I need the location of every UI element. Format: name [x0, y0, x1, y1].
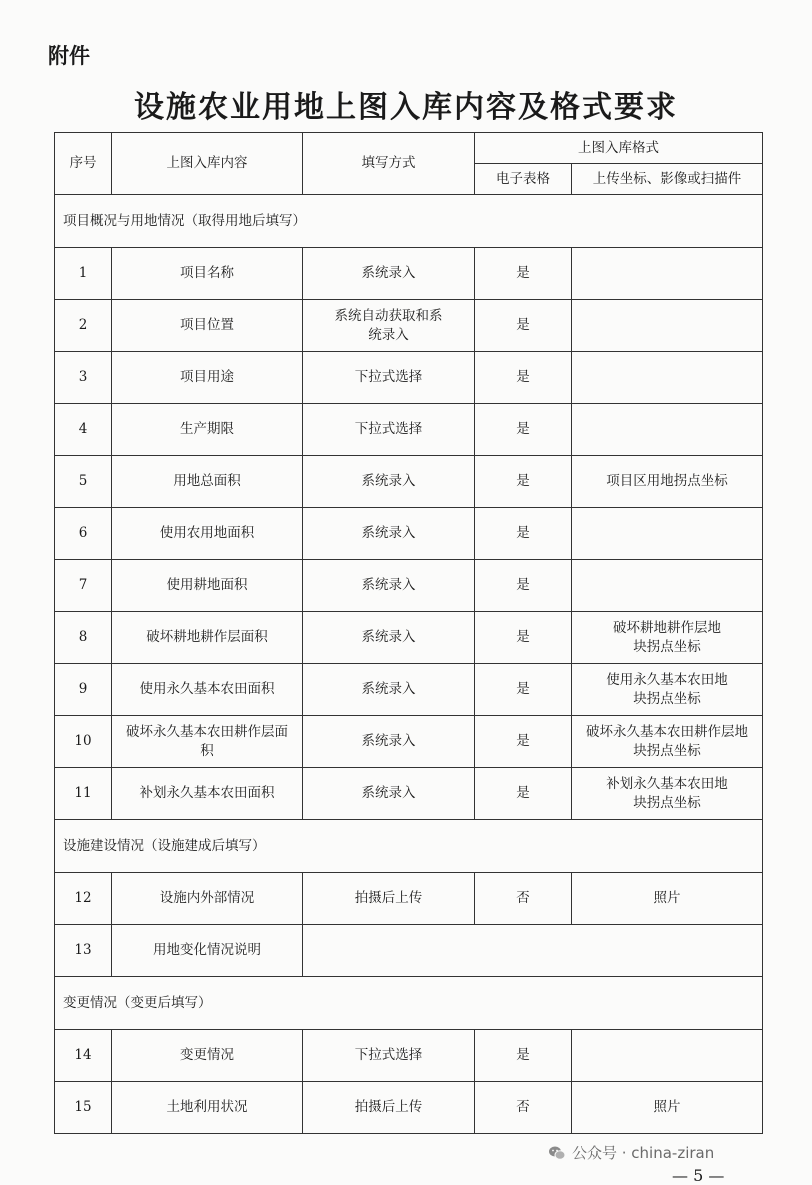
row-upload [572, 560, 763, 612]
row-method: 下拉式选择 [303, 404, 475, 456]
table-row [55, 404, 763, 456]
row-no: 14 [55, 1030, 112, 1082]
row-content: 使用耕地面积 [112, 560, 303, 612]
header-no: 序号 [55, 133, 112, 195]
table-row [55, 664, 763, 716]
row-content: 设施内外部情况 [112, 873, 303, 925]
row-content: 变更情况 [112, 1030, 303, 1082]
header-format: 上图入库格式 [475, 133, 763, 164]
row-upload: 补划永久基本农田地块拐点坐标 [572, 768, 763, 820]
table-row [55, 925, 763, 977]
table-row [55, 300, 763, 352]
table-row [55, 716, 763, 768]
row-no: 10 [55, 716, 112, 768]
row-excel: 是 [475, 560, 572, 612]
document-title: 设施农业用地上图入库内容及格式要求 [134, 90, 678, 125]
table-row [55, 560, 763, 612]
row-no: 6 [55, 508, 112, 560]
row-excel: 否 [475, 1082, 572, 1134]
row-content: 补划永久基本农田面积 [112, 768, 303, 820]
row-no: 8 [55, 612, 112, 664]
row-excel: 是 [475, 248, 572, 300]
row-content: 生产期限 [112, 404, 303, 456]
row-excel: 是 [475, 1030, 572, 1082]
row-method: 系统录入 [303, 716, 475, 768]
row-upload: 照片 [572, 873, 763, 925]
row-excel: 是 [475, 664, 572, 716]
table-row [55, 352, 763, 404]
table-row [55, 508, 763, 560]
wechat-icon [548, 1145, 566, 1161]
row-upload [572, 1030, 763, 1082]
row-upload: 破坏耕地耕作层地块拐点坐标 [572, 612, 763, 664]
row-content: 用地总面积 [112, 456, 303, 508]
header-content: 上图入库内容 [112, 133, 303, 195]
row-excel: 是 [475, 456, 572, 508]
row-content: 用地变化情况说明 [112, 925, 303, 977]
row-content: 使用永久基本农田面积 [112, 664, 303, 716]
table-row [55, 873, 763, 925]
row-upload [572, 404, 763, 456]
row-no: 5 [55, 456, 112, 508]
table-row [55, 456, 763, 508]
row-content: 破坏永久基本农田耕作层面积 [112, 716, 303, 768]
row-method: 系统录入 [303, 508, 475, 560]
row-no: 9 [55, 664, 112, 716]
row-excel: 否 [475, 873, 572, 925]
row-upload: 破坏永久基本农田耕作层地块拐点坐标 [572, 716, 763, 768]
row-upload: 照片 [572, 1082, 763, 1134]
row-method: 系统录入 [303, 612, 475, 664]
table-row [55, 1082, 763, 1134]
row-excel: 是 [475, 352, 572, 404]
row-no: 1 [55, 248, 112, 300]
row-excel: 是 [475, 768, 572, 820]
watermark-text: 公众号 · china-ziran [572, 1144, 715, 1162]
row-content: 土地利用状况 [112, 1082, 303, 1134]
requirements-table [54, 132, 763, 1134]
row-no: 7 [55, 560, 112, 612]
row-upload [572, 352, 763, 404]
row-upload [572, 300, 763, 352]
row-method: 下拉式选择 [303, 352, 475, 404]
row-excel: 是 [475, 612, 572, 664]
row-no: 15 [55, 1082, 112, 1134]
header-method: 填写方式 [303, 133, 475, 195]
row-content: 使用农用地面积 [112, 508, 303, 560]
section-title: 变更情况（变更后填写） [55, 977, 763, 1030]
annex-label: 附件 [48, 44, 90, 68]
row-excel: 是 [475, 508, 572, 560]
row-method: 系统录入 [303, 768, 475, 820]
table-row [55, 612, 763, 664]
row-no: 2 [55, 300, 112, 352]
row-content: 破坏耕地耕作层面积 [112, 612, 303, 664]
row-method: 拍摄后上传 [303, 1082, 475, 1134]
table-row [55, 248, 763, 300]
row-method [303, 925, 763, 977]
row-method: 系统录入 [303, 456, 475, 508]
row-method: 拍摄后上传 [303, 873, 475, 925]
row-method: 下拉式选择 [303, 1030, 475, 1082]
row-excel: 是 [475, 716, 572, 768]
row-content: 项目位置 [112, 300, 303, 352]
row-method: 系统录入 [303, 248, 475, 300]
header-upload: 上传坐标、影像或扫描件 [572, 164, 763, 195]
row-no: 3 [55, 352, 112, 404]
row-upload [572, 248, 763, 300]
row-upload [572, 508, 763, 560]
page-number: — 5 — [672, 1166, 725, 1185]
row-upload: 项目区用地拐点坐标 [572, 456, 763, 508]
row-method: 系统录入 [303, 664, 475, 716]
table-row [55, 768, 763, 820]
row-content: 项目用途 [112, 352, 303, 404]
row-no: 12 [55, 873, 112, 925]
row-content: 项目名称 [112, 248, 303, 300]
row-no: 13 [55, 925, 112, 977]
row-excel: 是 [475, 300, 572, 352]
row-no: 11 [55, 768, 112, 820]
row-upload: 使用永久基本农田地块拐点坐标 [572, 664, 763, 716]
header-excel: 电子表格 [475, 164, 572, 195]
watermark [548, 1142, 714, 1163]
section-title: 项目概况与用地情况（取得用地后填写） [55, 195, 763, 248]
header-row [55, 133, 763, 164]
row-method: 系统录入 [303, 560, 475, 612]
row-method: 系统自动获取和系统录入 [303, 300, 475, 352]
section-title: 设施建设情况（设施建成后填写） [55, 820, 763, 873]
table-row [55, 1030, 763, 1082]
row-no: 4 [55, 404, 112, 456]
row-excel: 是 [475, 404, 572, 456]
